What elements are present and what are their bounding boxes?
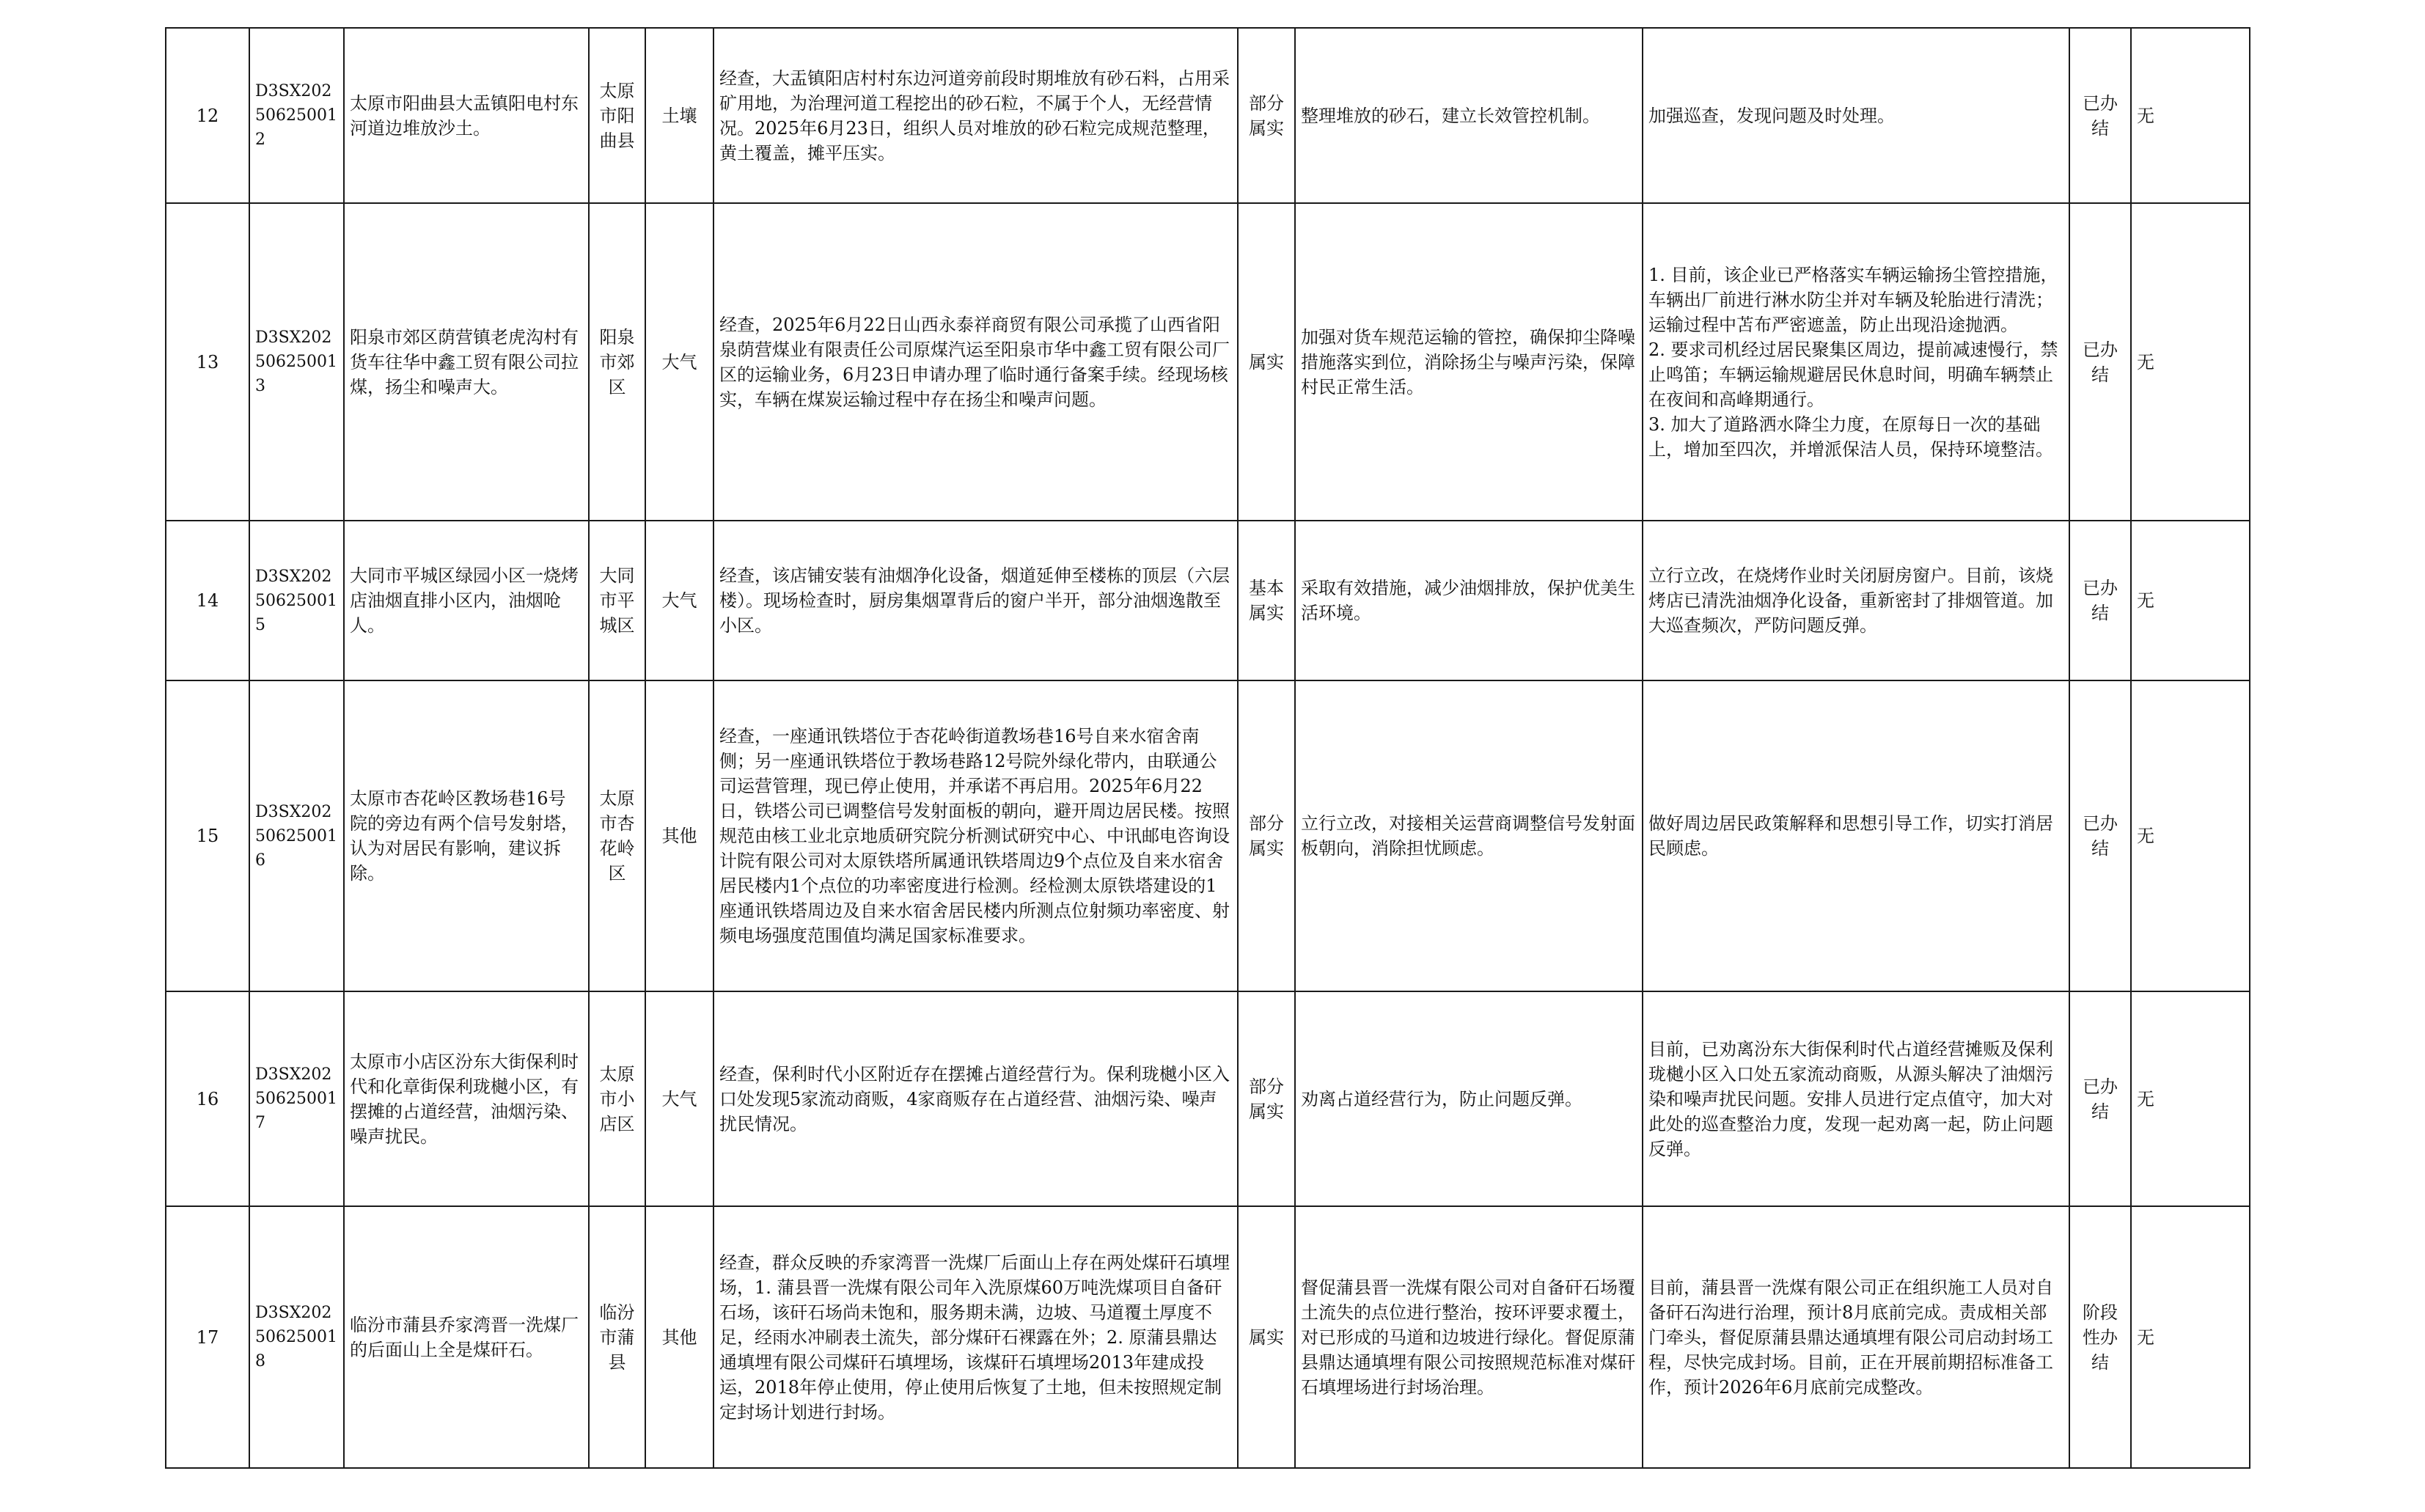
verification-verdict: 部分属实 xyxy=(1238,991,1295,1206)
accountability-remark: 无 xyxy=(2131,680,2250,991)
pollution-type: 大气 xyxy=(645,521,713,680)
row-index: 12 xyxy=(166,28,249,203)
table-row xyxy=(166,1206,2250,1468)
handling-measures: 整理堆放的砂石，建立长效管控机制。 xyxy=(1295,28,1643,203)
accountability-remark: 无 xyxy=(2131,1206,2250,1468)
administrative-area: 太原市杏花岭区 xyxy=(589,680,645,991)
case-code: D3SX202506250017 xyxy=(249,991,344,1206)
case-status: 阶段性办结 xyxy=(2069,1206,2131,1468)
rectification-progress: 立行立改，在烧烤作业时关闭厨房窗户。目前，该烧烤店已清洗油烟净化设备，重新密封了排烟管道。加大巡查频次，严防问题反弹。 xyxy=(1643,521,2069,680)
rectification-progress: 目前，已劝离汾东大街保利时代占道经营摊贩及保利珑樾小区入口处五家流动商贩，从源头解决了油烟污染和噪声扰民问题。安排人员进行定点值守，加大对此处的巡查整治力度，发现一起劝离一起，防止问题反弹。 xyxy=(1643,991,2069,1206)
complaint-content: 阳泉市郊区荫营镇老虎沟村有货车往华中鑫工贸有限公司拉煤，扬尘和噪声大。 xyxy=(344,203,589,521)
case-code: D3SX202506250015 xyxy=(249,521,344,680)
administrative-area: 太原市阳曲县 xyxy=(589,28,645,203)
complaint-table xyxy=(165,27,2250,1469)
row-index: 16 xyxy=(166,991,249,1206)
case-status: 已办结 xyxy=(2069,203,2131,521)
pollution-type: 其他 xyxy=(645,680,713,991)
case-status: 已办结 xyxy=(2069,991,2131,1206)
accountability-remark: 无 xyxy=(2131,991,2250,1206)
accountability-remark: 无 xyxy=(2131,28,2250,203)
row-index: 15 xyxy=(166,680,249,991)
case-status: 已办结 xyxy=(2069,680,2131,991)
complaint-content: 太原市杏花岭区教场巷16号院的旁边有两个信号发射塔，认为对居民有影响，建议拆除。 xyxy=(344,680,589,991)
verification-verdict: 基本属实 xyxy=(1238,521,1295,680)
table-row xyxy=(166,203,2250,521)
table-row xyxy=(166,991,2250,1206)
accountability-remark: 无 xyxy=(2131,521,2250,680)
complaint-content: 太原市小店区汾东大街保利时代和化章街保利珑樾小区，有摆摊的占道经营，油烟污染、噪声扰民。 xyxy=(344,991,589,1206)
verification-verdict: 属实 xyxy=(1238,203,1295,521)
row-index: 17 xyxy=(166,1206,249,1468)
case-status: 已办结 xyxy=(2069,28,2131,203)
administrative-area: 临汾市蒲县 xyxy=(589,1206,645,1468)
case-code: D3SX202506250012 xyxy=(249,28,344,203)
handling-measures: 督促蒲县晋一洗煤有限公司对自备矸石场覆土流失的点位进行整治，按环评要求覆土，对已形成的马道和边坡进行绿化。督促原蒲县鼎达通填埋有限公司按照规范标准对煤矸石填埋场进行封场治理。 xyxy=(1295,1206,1643,1468)
case-code: D3SX202506250018 xyxy=(249,1206,344,1468)
pollution-type: 土壤 xyxy=(645,28,713,203)
complaint-content: 大同市平城区绿园小区一烧烤店油烟直排小区内，油烟呛人。 xyxy=(344,521,589,680)
rectification-progress: 1. 目前，该企业已严格落实车辆运输扬尘管控措施，车辆出厂前进行淋水防尘并对车辆及轮胎进行清洗；运输过程中苫布严密遮盖，防止出现沿途抛洒。 2. 要求司机经过居民聚集区周边，提前减速慢行，禁止鸣笛；车辆运输规避居民休息时间，明确车辆禁止在夜间和高峰期通行。 3. 加大了道路洒水降尘力度，在原每日一次的基础上，增加至四次，并增派保洁人员，保持环境整洁。 xyxy=(1643,203,2069,521)
complaint-content: 临汾市蒲县乔家湾晋一洗煤厂的后面山上全是煤矸石。 xyxy=(344,1206,589,1468)
investigation-finding: 经查，2025年6月22日山西永泰祥商贸有限公司承揽了山西省阳泉荫营煤业有限责任公司原煤汽运至阳泉市华中鑫工贸有限公司厂区的运输业务，6月23日申请办理了临时通行备案手续。经现场核实，车辆在煤炭运输过程中存在扬尘和噪声问题。 xyxy=(713,203,1238,521)
handling-measures: 加强对货车规范运输的管控，确保抑尘降噪措施落实到位，消除扬尘与噪声污染，保障村民正常生活。 xyxy=(1295,203,1643,521)
table-row xyxy=(166,28,2250,203)
row-index: 13 xyxy=(166,203,249,521)
pollution-type: 大气 xyxy=(645,991,713,1206)
investigation-finding: 经查，群众反映的乔家湾晋一洗煤厂后面山上存在两处煤矸石填埋场，1. 蒲县晋一洗煤有限公司年入洗原煤60万吨洗煤项目自备矸石场，该矸石场尚未饱和，服务期未满，边坡、马道覆土厚度不足，经雨水冲刷表土流失，部分煤矸石裸露在外；2. 原蒲县鼎达通填埋有限公司煤矸石填埋场，该煤矸石填埋场2013年建成投运，2018年停止使用，停止使用后恢复了土地，但未按照规定制定封场计划进行封场。 xyxy=(713,1206,1238,1468)
administrative-area: 大同市平城区 xyxy=(589,521,645,680)
rectification-progress: 目前，蒲县晋一洗煤有限公司正在组织施工人员对自备矸石沟进行治理，预计8月底前完成。责成相关部门牵头，督促原蒲县鼎达通填埋有限公司启动封场工程，尽快完成封场。目前，正在开展前期招标准备工作，预计2026年6月底前完成整改。 xyxy=(1643,1206,2069,1468)
row-index: 14 xyxy=(166,521,249,680)
accountability-remark: 无 xyxy=(2131,203,2250,521)
investigation-finding: 经查，该店铺安装有油烟净化设备，烟道延伸至楼栋的顶层（六层楼）。现场检查时，厨房集烟罩背后的窗户半开，部分油烟逸散至小区。 xyxy=(713,521,1238,680)
investigation-finding: 经查，一座通讯铁塔位于杏花岭街道教场巷16号自来水宿舍南侧；另一座通讯铁塔位于教场巷路12号院外绿化带内，由联通公司运营管理，现已停止使用，并承诺不再启用。2025年6月22日，铁塔公司已调整信号发射面板的朝向，避开周边居民楼。按照规范由核工业北京地质研究院分析测试研究中心、中讯邮电咨询设计院有限公司对太原铁塔所属通讯铁塔周边9个点位及自来水宿舍居民楼内1个点位的功率密度进行检测。经检测太原铁塔建设的1座通讯铁塔周边及自来水宿舍居民楼内所测点位射频功率密度、射频电场强度范围值均满足国家标准要求。 xyxy=(713,680,1238,991)
rectification-progress: 做好周边居民政策解释和思想引导工作，切实打消居民顾虑。 xyxy=(1643,680,2069,991)
handling-measures: 立行立改，对接相关运营商调整信号发射面板朝向，消除担忧顾虑。 xyxy=(1295,680,1643,991)
verification-verdict: 部分属实 xyxy=(1238,28,1295,203)
handling-measures: 劝离占道经营行为，防止问题反弹。 xyxy=(1295,991,1643,1206)
table-row xyxy=(166,680,2250,991)
investigation-finding: 经查，保利时代小区附近存在摆摊占道经营行为。保利珑樾小区入口处发现5家流动商贩，4家商贩存在占道经营、油烟污染、噪声扰民情况。 xyxy=(713,991,1238,1206)
table-row xyxy=(166,521,2250,680)
pollution-type: 大气 xyxy=(645,203,713,521)
rectification-progress: 加强巡查，发现问题及时处理。 xyxy=(1643,28,2069,203)
verification-verdict: 部分属实 xyxy=(1238,680,1295,991)
case-status: 已办结 xyxy=(2069,521,2131,680)
complaint-content: 太原市阳曲县大盂镇阳电村东河道边堆放沙土。 xyxy=(344,28,589,203)
case-code: D3SX202506250013 xyxy=(249,203,344,521)
administrative-area: 阳泉市郊区 xyxy=(589,203,645,521)
handling-measures: 采取有效措施，减少油烟排放，保护优美生活环境。 xyxy=(1295,521,1643,680)
verification-verdict: 属实 xyxy=(1238,1206,1295,1468)
pollution-type: 其他 xyxy=(645,1206,713,1468)
case-code: D3SX202506250016 xyxy=(249,680,344,991)
investigation-finding: 经查，大盂镇阳店村村东边河道旁前段时期堆放有砂石料，占用采矿用地，为治理河道工程挖出的砂石粒，不属于个人，无经营情况。2025年6月23日，组织人员对堆放的砂石粒完成规范整理，黄土覆盖，摊平压实。 xyxy=(713,28,1238,203)
administrative-area: 太原市小店区 xyxy=(589,991,645,1206)
